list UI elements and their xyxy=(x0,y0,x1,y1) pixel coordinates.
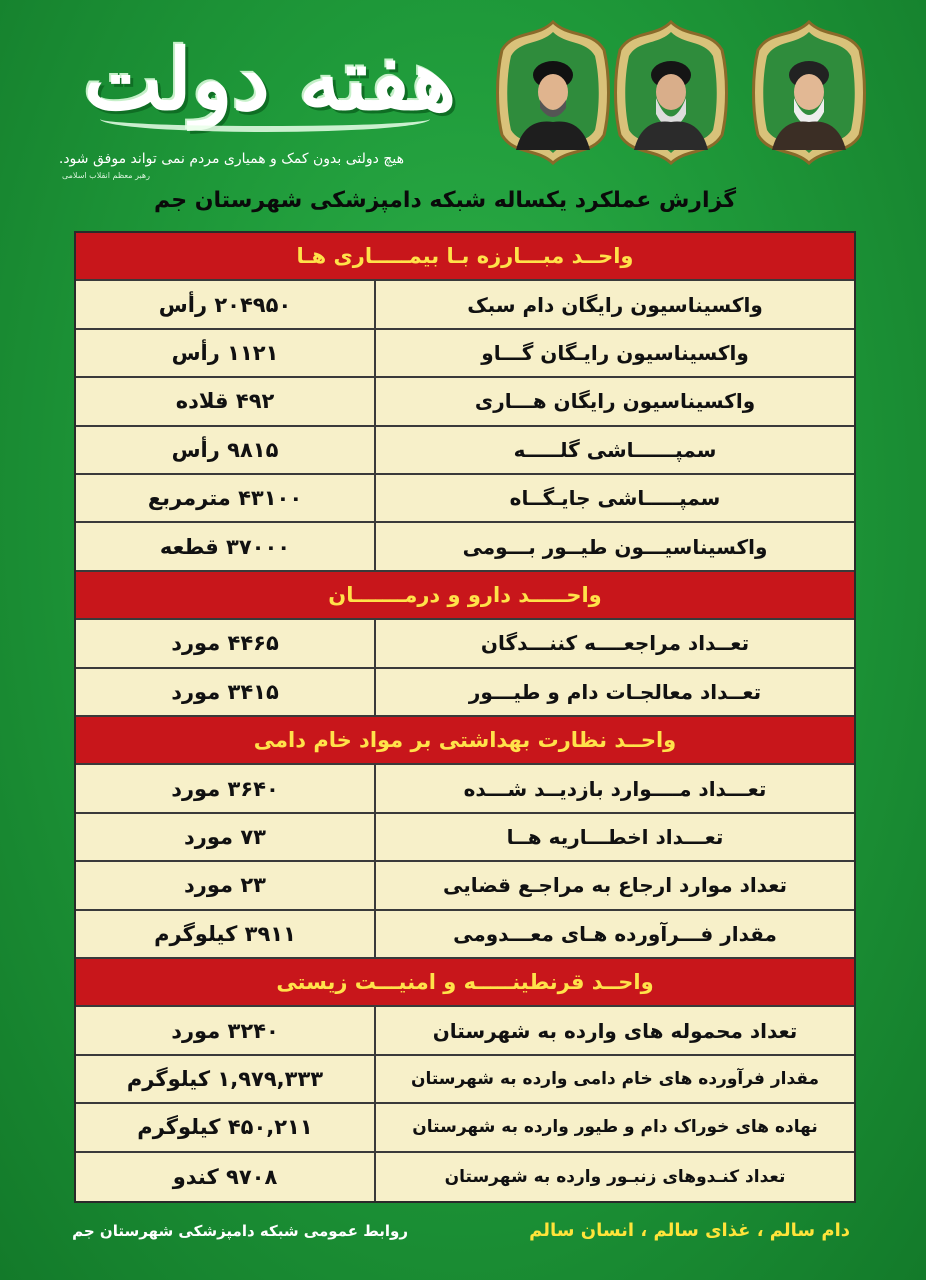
logo-swoosh xyxy=(100,106,430,132)
portrait-frame-2 xyxy=(612,20,730,165)
portrait-3-image xyxy=(494,20,612,165)
logo-author: رهبر معظم انقلاب اسلامی xyxy=(61,171,150,180)
row-label: تعداد محموله های وارده به شهرستان xyxy=(374,1007,854,1053)
logo-text: هفته دولت xyxy=(83,30,457,129)
table-row xyxy=(76,1153,854,1201)
portrait-2-image xyxy=(612,20,730,165)
row-value: ۲۳ مورد xyxy=(184,873,266,898)
row-value: ۱۱۲۱ رأس xyxy=(171,340,279,365)
table-row xyxy=(76,378,854,426)
table-row xyxy=(76,814,854,862)
portrait-frame-3 xyxy=(494,20,612,165)
table-row xyxy=(76,620,854,668)
row-label: سمپـــــاشی جایـگــاه xyxy=(374,475,854,521)
section-header-quarantine-biosecurity: واحــد قرنطینـــــه و امنیـــت زیستی xyxy=(76,959,854,1007)
row-label: تعــداد معالجـات دام و طیـــور xyxy=(374,669,854,715)
table-row xyxy=(76,281,854,329)
row-value: ۳۹۱۱ کیلوگرم xyxy=(154,921,296,946)
row-label: نهاده های خوراک دام و طیور وارده به شهرستان xyxy=(374,1104,854,1150)
table-row xyxy=(76,765,854,813)
footer-organization: روابط عمومی شبکه دامپزشکی شهرستان جم xyxy=(72,1222,408,1240)
row-label: مقدار فرآورده های خام دامی وارده به شهرستان xyxy=(374,1056,854,1102)
row-label: واکسیناسیـــون طیــور بـــومی xyxy=(374,523,854,569)
row-label: مقدار فـــرآورده هـای معـــدومی xyxy=(374,911,854,957)
row-value: ۳۲۴۰ مورد xyxy=(171,1018,279,1043)
row-value: ۴۵۰,۲۱۱ کیلوگرم xyxy=(137,1115,313,1140)
row-value: ۳۷۰۰۰ قطعه xyxy=(159,534,291,559)
section-header-disease-control: واحــد مبـــارزه بـا بیمـــــاری هـا xyxy=(76,233,854,281)
row-value: ۳۶۴۰ مورد xyxy=(171,776,279,801)
table-row xyxy=(76,669,854,717)
report-title: گزارش عملکرد یکساله شبکه دامپزشکی شهرستان جم xyxy=(154,188,736,213)
table-row xyxy=(76,523,854,571)
portrait-frame-1 xyxy=(750,20,868,165)
table-row xyxy=(76,427,854,475)
row-value: ۱,۹۷۹,۳۳۳ کیلوگرم xyxy=(126,1066,324,1091)
row-label: تعداد موارد ارجاع به مراجـع قضایی xyxy=(374,862,854,908)
footer-slogan: دام سالم ، غذای سالم ، انسان سالم xyxy=(529,1220,850,1241)
row-label: تعداد کنـدوهای زنبـور وارده به شهرستان xyxy=(374,1153,854,1201)
section-header-medicine-treatment: واحـــــد دارو و درمـــــــان xyxy=(76,572,854,620)
table-row xyxy=(76,1007,854,1055)
row-label: واکسیناسیون رایـگان گـــاو xyxy=(374,330,854,376)
table-row xyxy=(76,330,854,378)
row-label: تعـــداد مــــوارد بازدیــد شـــده xyxy=(374,765,854,811)
row-value: ۴۴۶۵ مورد xyxy=(171,631,279,656)
report-table xyxy=(74,231,856,1203)
row-label: سمپــــــاشی گلـــــه xyxy=(374,427,854,473)
row-value: ۴۳۱۰۰ مترمربع xyxy=(147,486,303,511)
row-value: ۹۸۱۵ رأس xyxy=(171,437,279,462)
table-row xyxy=(76,911,854,959)
row-value: ۲۰۴۹۵۰ رأس xyxy=(158,292,292,317)
logo-subtitle: هیچ دولتی بدون کمک و همیاری مردم نمی تواند موفق شود. xyxy=(58,151,404,167)
table-row xyxy=(76,862,854,910)
row-label: واکسیناسیون رایگان دام سبک xyxy=(374,281,854,327)
row-value: ۹۷۰۸ کندو xyxy=(172,1164,278,1189)
table-row xyxy=(76,1056,854,1104)
row-label: تعـــداد اخطـــاریه هــا xyxy=(374,814,854,860)
row-value: ۳۴۱۵ مورد xyxy=(171,679,279,704)
row-value: ۷۳ مورد xyxy=(184,824,266,849)
row-value: ۴۹۲ قلاده xyxy=(175,389,275,414)
government-week-logo xyxy=(70,20,470,150)
section-header-hygiene-supervision: واحــد نظارت بهداشتی بر مواد خام دامی xyxy=(76,717,854,765)
table-row xyxy=(76,475,854,523)
portrait-1-image xyxy=(750,20,868,165)
row-label: تعــداد مراجعــــه کننـــدگان xyxy=(374,620,854,666)
poster-header xyxy=(0,0,926,225)
row-label: واکسیناسیون رایگان هـــاری xyxy=(374,378,854,424)
table-row xyxy=(76,1104,854,1152)
